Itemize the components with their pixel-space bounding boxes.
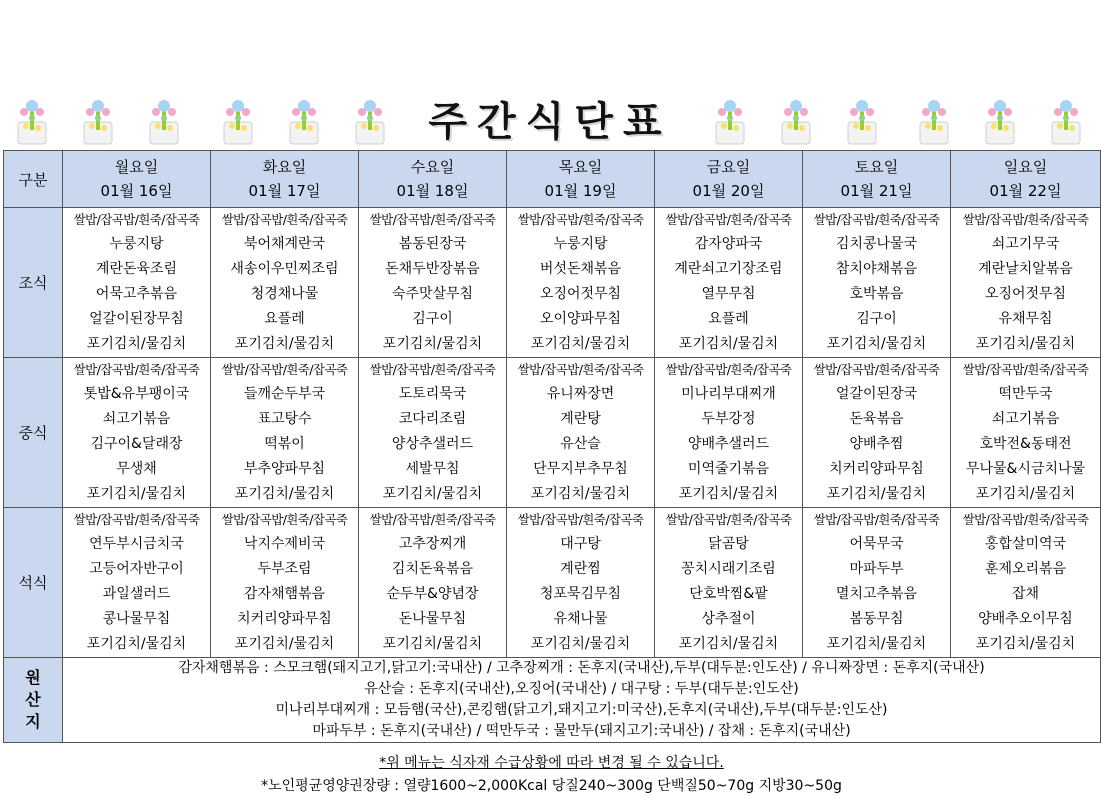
menu-item: 도토리묵국 bbox=[398, 386, 467, 402]
menu-item: 오징어젓무침 bbox=[539, 286, 622, 302]
menu-item: 요플레 bbox=[708, 311, 749, 327]
menu-item: 오징어젓무침 bbox=[984, 286, 1067, 302]
day-name: 월요일 bbox=[114, 158, 159, 176]
menu-item: 양배추샐러드 bbox=[687, 436, 770, 452]
menu-item: 계란날치알볶음 bbox=[978, 261, 1073, 277]
origin-line: 감자채햄볶음 : 스모크햄(돼지고기,닭고기:국내산) / 고추장찌개 : 돈후지(국내산),두부(대두분:인도산) / 유니짜장면 : 돈후지(국내산) bbox=[178, 660, 985, 676]
menu-item: 유채무침 bbox=[998, 311, 1053, 327]
menu-item: 고등어자반구이 bbox=[89, 561, 184, 577]
day-name: 일요일 bbox=[1003, 158, 1048, 176]
menu-item: 돈나물무침 bbox=[398, 611, 467, 627]
day-name: 화요일 bbox=[262, 158, 307, 176]
menu-item: 포기김치/물김치 bbox=[382, 336, 483, 352]
menu-item: 쌀밥/잡곡밥/흰죽/잡곡죽 bbox=[813, 362, 940, 377]
day-date: 01월 16일 bbox=[100, 182, 173, 200]
menu-item: 봄동된장국 bbox=[398, 236, 467, 252]
menu-item: 포기김치/물김치 bbox=[234, 336, 335, 352]
menu-item: 오이양파무침 bbox=[539, 311, 622, 327]
menu-item: 떡볶이 bbox=[264, 436, 305, 452]
day-header bbox=[359, 151, 507, 208]
menu-item: 누룽지탕 bbox=[109, 236, 164, 252]
menu-item: 포기김치/물김치 bbox=[86, 636, 187, 652]
menu-item: 포기김치/물김치 bbox=[382, 486, 483, 502]
menu-item: 쌀밥/잡곡밥/흰죽/잡곡죽 bbox=[665, 212, 792, 227]
menu-item: 치커리양파무침 bbox=[829, 461, 924, 477]
menu-item: 숙주맛살무침 bbox=[391, 286, 474, 302]
origin-label-char: 원 bbox=[25, 668, 41, 687]
day-name: 목요일 bbox=[558, 158, 603, 176]
category-header: 구분 bbox=[4, 151, 63, 208]
day-name: 토요일 bbox=[854, 158, 899, 176]
menu-item: 순두부&양념장 bbox=[386, 586, 479, 602]
meal-row bbox=[4, 208, 1101, 358]
day-date: 01월 19일 bbox=[544, 182, 617, 200]
menu-item: 쌀밥/잡곡밥/흰죽/잡곡죽 bbox=[369, 212, 496, 227]
meal-cell bbox=[803, 208, 951, 358]
day-name: 금요일 bbox=[706, 158, 751, 176]
menu-item: 포기김치/물김치 bbox=[234, 636, 335, 652]
menu-item: 멸치고추볶음 bbox=[835, 586, 918, 602]
meal-cell bbox=[655, 358, 803, 508]
menu-item: 쌀밥/잡곡밥/흰죽/잡곡죽 bbox=[962, 362, 1089, 377]
meal-name: 석식 bbox=[4, 508, 63, 658]
meal-cell bbox=[359, 208, 507, 358]
menu-item: 콩나물무침 bbox=[102, 611, 171, 627]
menu-item: 돈채두반장볶음 bbox=[385, 261, 480, 277]
meal-cell bbox=[951, 358, 1101, 508]
meal-cell bbox=[507, 358, 655, 508]
menu-item: 쌀밥/잡곡밥/흰죽/잡곡죽 bbox=[221, 212, 348, 227]
meal-cell bbox=[951, 208, 1101, 358]
menu-item: 얼갈이된장국 bbox=[835, 386, 918, 402]
day-date: 01월 17일 bbox=[248, 182, 321, 200]
menu-item: 포기김치/물김치 bbox=[530, 336, 631, 352]
menu-item: 포기김치/물김치 bbox=[678, 336, 779, 352]
menu-item: 연두부시금치국 bbox=[89, 536, 184, 552]
weekly-menu-table bbox=[3, 150, 1101, 743]
menu-item: 포기김치/물김치 bbox=[382, 636, 483, 652]
menu-item: 계란탕 bbox=[560, 411, 601, 427]
menu-item: 돈육볶음 bbox=[849, 411, 904, 427]
menu-item: 양상추샐러드 bbox=[391, 436, 474, 452]
day-date: 01월 21일 bbox=[840, 182, 913, 200]
origin-line: 미나리부대찌개 : 모듬햄(국산),콘킹햄(닭고기,돼지고기:미국산),돈후지(국내산),두부(대두분:인도산) bbox=[275, 702, 888, 718]
change-notice: *위 메뉴는 식자재 수급상황에 따라 변경 될 수 있습니다. bbox=[379, 755, 724, 771]
menu-item: 포기김치/물김치 bbox=[678, 636, 779, 652]
menu-item: 꽁치시래기조림 bbox=[681, 561, 776, 577]
menu-item: 열무무침 bbox=[701, 286, 756, 302]
menu-item: 과일샐러드 bbox=[102, 586, 171, 602]
meal-cell bbox=[359, 508, 507, 658]
meal-cell bbox=[951, 508, 1101, 658]
day-header bbox=[507, 151, 655, 208]
menu-item: 얼갈이된장무침 bbox=[89, 311, 184, 327]
menu-item: 계란돈육조림 bbox=[95, 261, 178, 277]
menu-item: 요플레 bbox=[264, 311, 305, 327]
day-header bbox=[211, 151, 359, 208]
menu-item: 고추장찌개 bbox=[398, 536, 467, 552]
menu-item: 쌀밥/잡곡밥/흰죽/잡곡죽 bbox=[665, 362, 792, 377]
menu-item: 쌀밥/잡곡밥/흰죽/잡곡죽 bbox=[665, 512, 792, 527]
menu-item: 감자양파국 bbox=[694, 236, 763, 252]
meal-name: 조식 bbox=[4, 208, 63, 358]
menu-item: 김구이&달래장 bbox=[90, 436, 183, 452]
meal-cell bbox=[211, 508, 359, 658]
menu-item: 호박볶음 bbox=[849, 286, 904, 302]
meal-cell bbox=[211, 208, 359, 358]
meal-cell bbox=[803, 358, 951, 508]
menu-item: 코다리조림 bbox=[398, 411, 467, 427]
menu-item: 두부조림 bbox=[257, 561, 312, 577]
meal-cell bbox=[655, 508, 803, 658]
menu-item: 어묵무국 bbox=[849, 536, 904, 552]
menu-item: 톳밥&유부팽이국 bbox=[83, 386, 190, 402]
menu-item: 대구탕 bbox=[560, 536, 601, 552]
menu-item: 양배추찜 bbox=[849, 436, 904, 452]
menu-item: 포기김치/물김치 bbox=[826, 636, 927, 652]
menu-item: 유채나물 bbox=[553, 611, 608, 627]
meal-row bbox=[4, 358, 1101, 508]
menu-item: 포기김치/물김치 bbox=[86, 486, 187, 502]
menu-item: 포기김치/물김치 bbox=[678, 486, 779, 502]
menu-item: 유니짜장면 bbox=[546, 386, 615, 402]
menu-item: 쌀밥/잡곡밥/흰죽/잡곡죽 bbox=[73, 362, 200, 377]
menu-item: 청포묵김무침 bbox=[539, 586, 622, 602]
menu-item: 김치콩나물국 bbox=[835, 236, 918, 252]
menu-item: 쇠고기무국 bbox=[991, 236, 1060, 252]
menu-item: 호박전&동태전 bbox=[979, 436, 1072, 452]
menu-item: 마파두부 bbox=[849, 561, 904, 577]
menu-item: 떡만두국 bbox=[998, 386, 1053, 402]
menu-item: 김치돈육볶음 bbox=[391, 561, 474, 577]
meal-cell bbox=[359, 358, 507, 508]
day-date: 01월 20일 bbox=[692, 182, 765, 200]
menu-item: 쌀밥/잡곡밥/흰죽/잡곡죽 bbox=[517, 212, 644, 227]
menu-item: 무나물&시금치나물 bbox=[965, 461, 1086, 477]
menu-item: 부추양파무침 bbox=[243, 461, 326, 477]
menu-item: 단무지부추무침 bbox=[533, 461, 628, 477]
menu-item: 봄동무침 bbox=[849, 611, 904, 627]
menu-item: 어묵고추볶음 bbox=[95, 286, 178, 302]
day-header-row bbox=[4, 151, 1101, 208]
menu-item: 유산슬 bbox=[560, 436, 601, 452]
meal-row bbox=[4, 508, 1101, 658]
menu-item: 낙지수제비국 bbox=[243, 536, 326, 552]
menu-item: 쌀밥/잡곡밥/흰죽/잡곡죽 bbox=[517, 512, 644, 527]
menu-item: 포기김치/물김치 bbox=[234, 486, 335, 502]
menu-item: 훈제오리볶음 bbox=[984, 561, 1067, 577]
menu-item: 세발무침 bbox=[405, 461, 460, 477]
origin-line: 마파두부 : 돈후지(국내산) / 떡만두국 : 물만두(돼지고기:국내산) / 잡채 : 돈후지(국내산) bbox=[312, 723, 851, 739]
meal-cell bbox=[507, 508, 655, 658]
menu-item: 표고탕수 bbox=[257, 411, 312, 427]
meal-cell bbox=[655, 208, 803, 358]
origin-info bbox=[63, 658, 1101, 743]
menu-item: 미나리부대찌개 bbox=[681, 386, 776, 402]
menu-item: 포기김치/물김치 bbox=[975, 486, 1076, 502]
menu-item: 포기김치/물김치 bbox=[826, 336, 927, 352]
menu-item: 쌀밥/잡곡밥/흰죽/잡곡죽 bbox=[517, 362, 644, 377]
menu-item: 계란찜 bbox=[560, 561, 601, 577]
menu-item: 쌀밥/잡곡밥/흰죽/잡곡죽 bbox=[73, 212, 200, 227]
menu-item: 쌀밥/잡곡밥/흰죽/잡곡죽 bbox=[221, 512, 348, 527]
menu-item: 미역줄기볶음 bbox=[687, 461, 770, 477]
meal-cell bbox=[63, 208, 211, 358]
meal-cell bbox=[803, 508, 951, 658]
origin-row bbox=[4, 658, 1101, 743]
menu-item: 포기김치/물김치 bbox=[530, 486, 631, 502]
menu-item: 포기김치/물김치 bbox=[975, 336, 1076, 352]
day-name: 수요일 bbox=[410, 158, 455, 176]
menu-item: 포기김치/물김치 bbox=[86, 336, 187, 352]
menu-item: 버섯돈채볶음 bbox=[539, 261, 622, 277]
origin-line: 유산슬 : 돈후지(국내산),오징어(국내산) / 대구탕 : 두부(대두분:인도산) bbox=[364, 681, 799, 697]
menu-item: 김구이 bbox=[412, 311, 453, 327]
menu-item: 양배추오이무침 bbox=[978, 611, 1073, 627]
menu-item: 참치야채볶음 bbox=[835, 261, 918, 277]
page-title: 주간식단표 bbox=[428, 99, 672, 145]
menu-item: 새송이우민찌조림 bbox=[230, 261, 339, 277]
menu-item: 무생채 bbox=[116, 461, 157, 477]
menu-item: 쌀밥/잡곡밥/흰죽/잡곡죽 bbox=[813, 512, 940, 527]
meal-cell bbox=[507, 208, 655, 358]
day-header bbox=[951, 151, 1101, 208]
meal-cell bbox=[63, 358, 211, 508]
meal-cell bbox=[63, 508, 211, 658]
day-date: 01월 22일 bbox=[989, 182, 1062, 200]
menu-item: 쌀밥/잡곡밥/흰죽/잡곡죽 bbox=[962, 512, 1089, 527]
menu-item: 두부강정 bbox=[701, 411, 756, 427]
menu-item: 북어채계란국 bbox=[243, 236, 326, 252]
menu-item: 포기김치/물김치 bbox=[530, 636, 631, 652]
origin-label-char: 지 bbox=[25, 712, 41, 731]
menu-item: 들깨순두부국 bbox=[243, 386, 326, 402]
day-header bbox=[803, 151, 951, 208]
menu-item: 포기김치/물김치 bbox=[975, 636, 1076, 652]
menu-item: 김구이 bbox=[856, 311, 897, 327]
origin-label-char: 산 bbox=[25, 690, 41, 709]
menu-item: 감자채햄볶음 bbox=[243, 586, 326, 602]
meal-cell bbox=[211, 358, 359, 508]
menu-item: 누룽지탕 bbox=[553, 236, 608, 252]
menu-item: 치커리양파무침 bbox=[237, 611, 332, 627]
menu-item: 상추절이 bbox=[701, 611, 756, 627]
day-header bbox=[63, 151, 211, 208]
origin-header bbox=[4, 658, 63, 743]
menu-item: 쇠고기볶음 bbox=[102, 411, 171, 427]
menu-item: 쌀밥/잡곡밥/흰죽/잡곡죽 bbox=[369, 512, 496, 527]
menu-item: 쌀밥/잡곡밥/흰죽/잡곡죽 bbox=[73, 512, 200, 527]
menu-item: 잡채 bbox=[1011, 586, 1040, 602]
day-date: 01월 18일 bbox=[396, 182, 469, 200]
menu-item: 계란쇠고기장조림 bbox=[674, 261, 783, 277]
menu-item: 쇠고기볶음 bbox=[991, 411, 1060, 427]
menu-item: 닭곰탕 bbox=[708, 536, 749, 552]
menu-item: 홍합살미역국 bbox=[984, 536, 1067, 552]
menu-item: 청경채나물 bbox=[250, 286, 319, 302]
meal-name: 중식 bbox=[4, 358, 63, 508]
meal-rows bbox=[4, 208, 1101, 658]
menu-item: 단호박찜&팥 bbox=[689, 586, 768, 602]
menu-item: 쌀밥/잡곡밥/흰죽/잡곡죽 bbox=[221, 362, 348, 377]
day-header bbox=[655, 151, 803, 208]
nutrition-notice: *노인평균영양권장량 : 열량1600~2,000Kcal 당질240~300g 단백질50~70g 지방30~50g bbox=[261, 778, 842, 794]
menu-item: 쌀밥/잡곡밥/흰죽/잡곡죽 bbox=[369, 362, 496, 377]
menu-item: 포기김치/물김치 bbox=[826, 486, 927, 502]
menu-item: 쌀밥/잡곡밥/흰죽/잡곡죽 bbox=[813, 212, 940, 227]
menu-item: 쌀밥/잡곡밥/흰죽/잡곡죽 bbox=[962, 212, 1089, 227]
